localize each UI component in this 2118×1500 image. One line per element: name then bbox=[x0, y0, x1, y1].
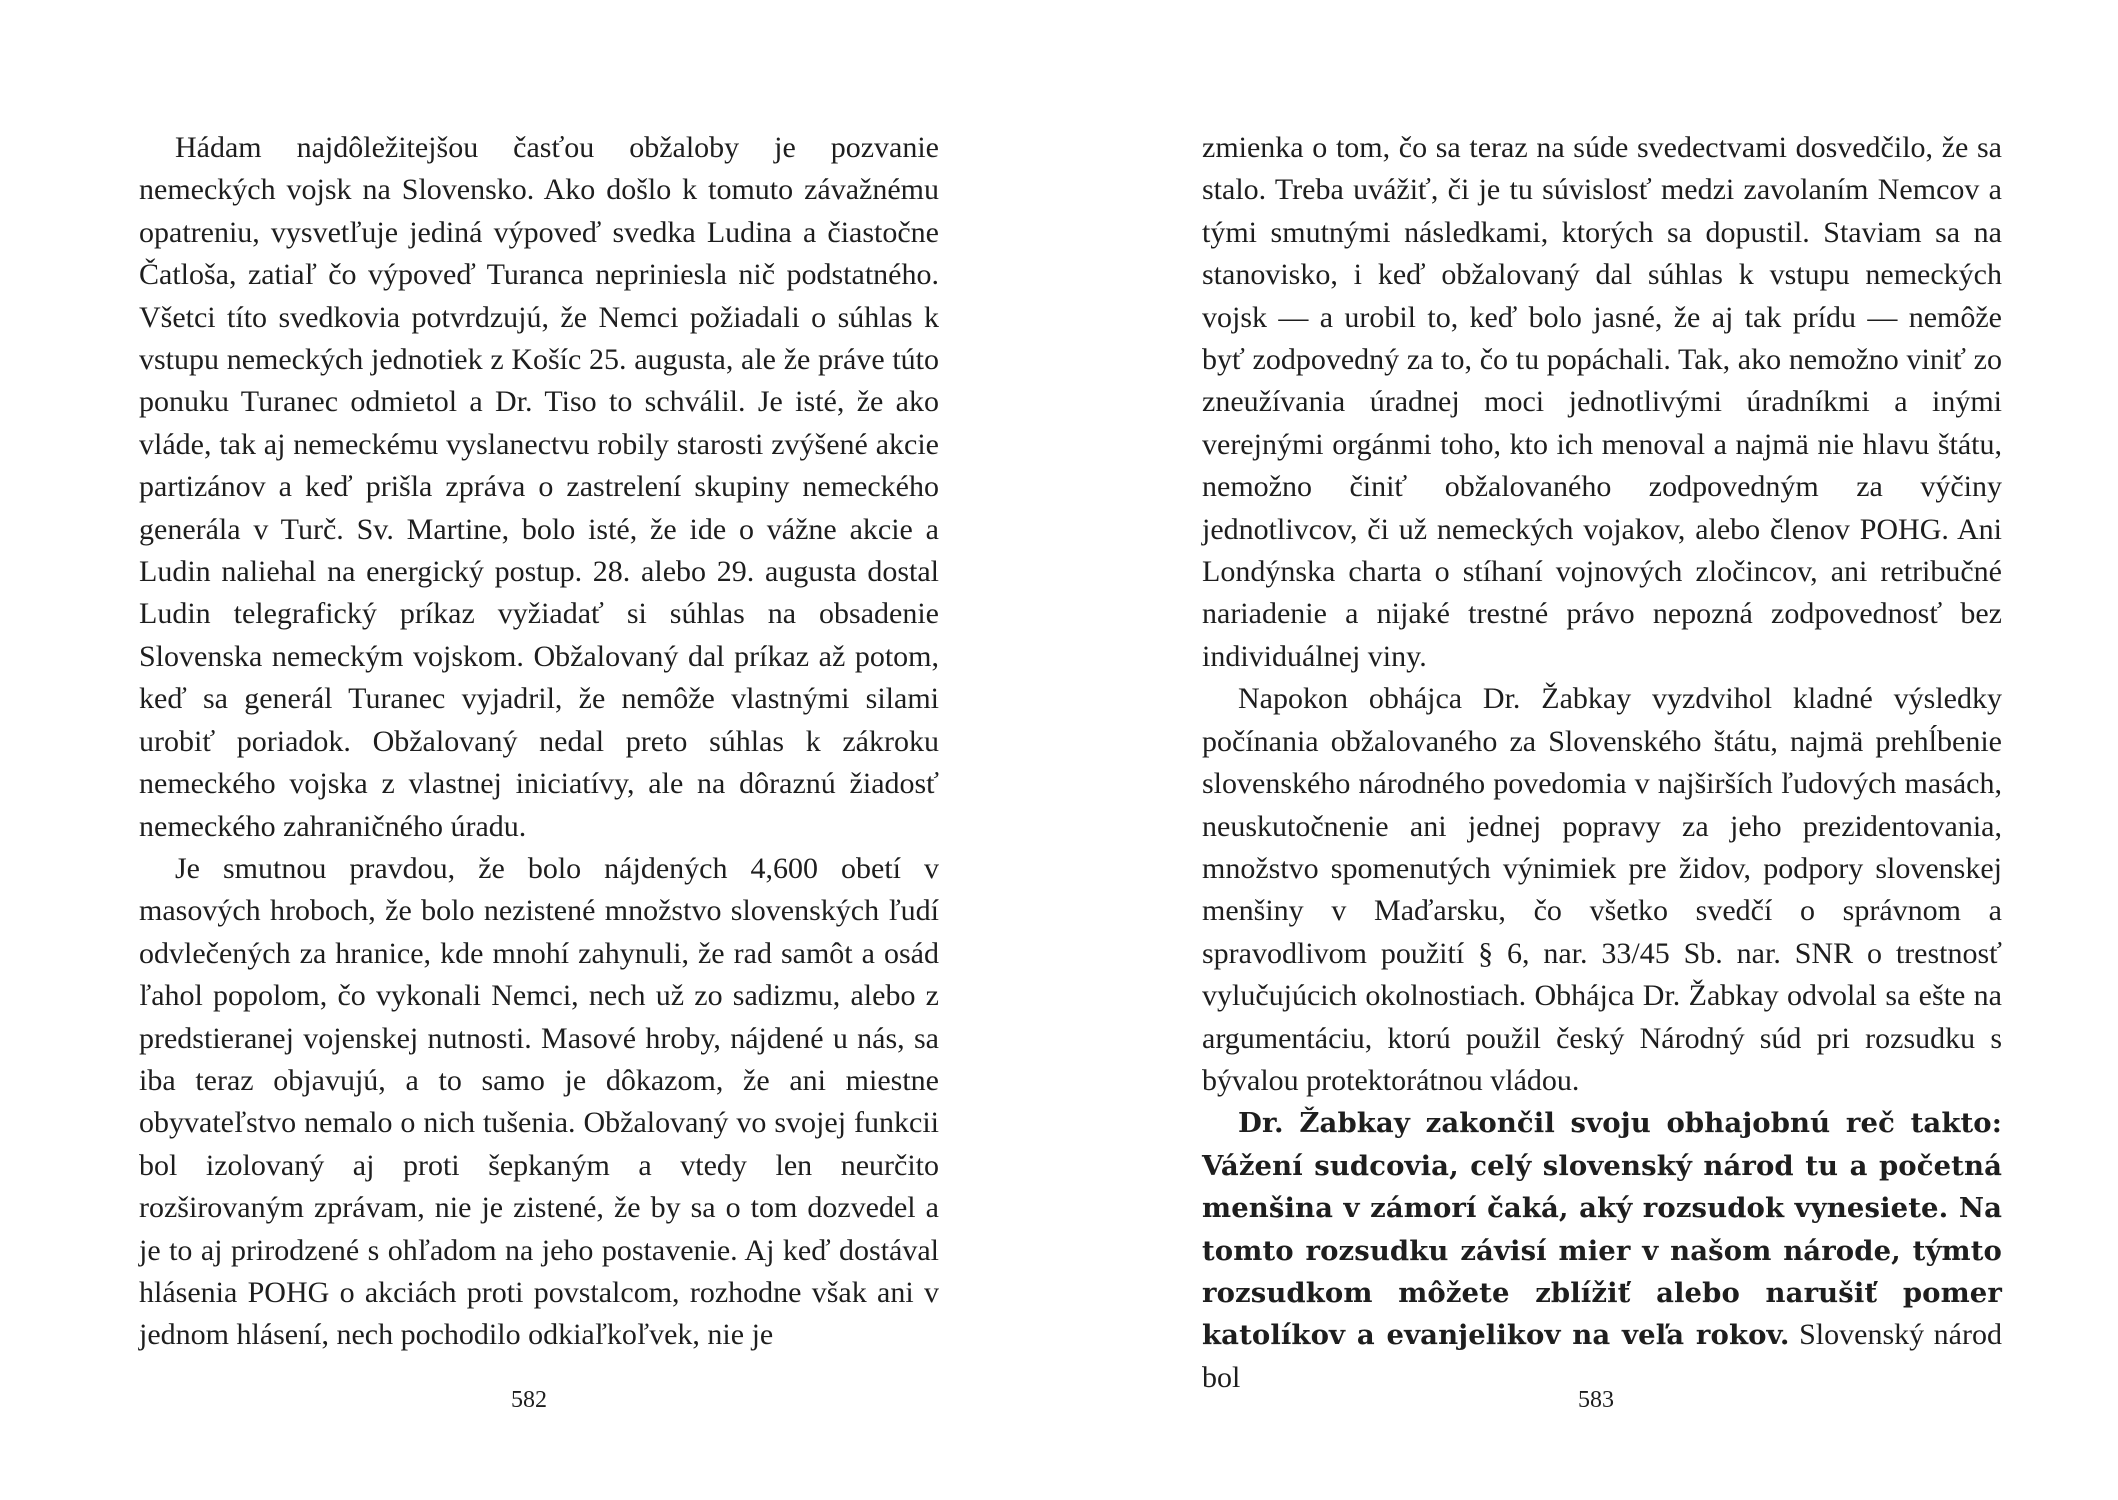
left-page-body bbox=[139, 127, 939, 1402]
left-paragraph-2: Je smutnou pravdou, že bolo nájdených 4,600 obetí v masových hroboch, že bolo nezistené množstvo slovenských ľudí odvlečených za hranice, kde mnohí zahynuli, že rad samôt a osád ľahol popolom, čo vykonali Nemci, nech už zo sadizmu, alebo z predstieranej vojenskej nutnosti. Masové hroby, nájdené u nás, sa iba teraz objavujú, a to samo je dôkazom, že ani miestne obyvateľstvo nemalo o nich tušenia. Obžalovaný vo svojej funkcii bol izolovaný aj proti šepkaným a vtedy len neurčito rozširovaným zprávam, nie je zistené, že by sa o tom dozvedel a je to aj prirodzené s ohľadom na jeho postavenie. Aj keď dostával hlásenia POHG o akciách proti povstalcom, rozhodne však ani v jednom hlásení, nech pochodilo odkiaľkoľvek, nie je bbox=[139, 851, 939, 1352]
left-paragraph-1: Hádam najdôležitejšou časťou obžaloby je pozvanie nemeckých vojsk na Slovensko. Ako došlo k tomuto závažnému opatreniu, vysvetľuje jediná výpoveď svedka Ludina a čiastočne Čatloša, zatiaľ čo výpoveď Turanca nepriniesla nič podstatného. Všetci títo svedkovia potvrdzujú, že Nemci požiadali o súhlas k vstupu nemeckých jednotiek z Košíc 25. augusta, ale že práve túto ponuku Turanec odmietol a Dr. Tiso to schválil. Je isté, že ako vláde, tak aj nemeckému vyslanectvu robily starosti zvýšené akcie partizánov a keď prišla zpráva o zastrelení skupiny nemeckého generála v Turč. Sv. Martine, bolo isté, že ide o vážne akcie a Ludin naliehal na energický postup. 28. alebo 29. augusta dostal Ludin telegrafický príkaz vyžiadať si súhlas na obsadenie Slovenska nemeckým vojskom. Obžalovaný dal príkaz až potom, keď sa generál Turanec vyjadril, že nemôže vlastnými silami urobiť poriadok. Obžalovaný nedal preto súhlas k zákroku nemeckého vojska z vlastnej iniciatívy, ale na dôraznú žiadosť nemeckého zahraničného úradu. bbox=[139, 131, 939, 843]
right-paragraph-3 bbox=[1202, 1102, 2002, 1399]
left-page-number: 582 bbox=[511, 1387, 547, 1413]
right-page-body bbox=[1202, 127, 2002, 1402]
right-paragraph-1: zmienka o tom, čo sa teraz na súde svedectvami dosvedčilo, že sa stalo. Treba uvážiť, či je tu súvislosť medzi zavolaním Nemcov a tými smutnými následkami, ktorých sa dopustil. Staviam sa na stanovisko, i keď obžalovaný dal súhlas k vstupu nemeckých vojsk — a urobil to, keď bolo jasné, že aj tak prídu — nemôže byť zodpovedný za to, čo tu popáchali. Tak, ako nemožno viniť zo zneužívania úradnej moci jednotlivými úradníkmi a inými verejnými orgánmi toho, kto ich menoval a najmä nie hlavu štátu, nemožno činiť obžalovaného zodpovedným za výčiny jednotlivcov, či už nemeckých vojakov, alebo členov POHG. Ani Londýnska charta o stíhaní vojnových zločincov, ani retribučné nariadenie a nijaké trestné právo nepozná zodpovednosť bez individuálnej viny. bbox=[1202, 131, 2002, 673]
right-paragraph-2: Napokon obhájca Dr. Žabkay vyzdvihol kladné výsledky počínania obžalovaného za Slovenského štátu, najmä prehĺbenie slovenského národného povedomia v najširších ľudových masách, neuskutočnenie ani jednej popravy za jeho prezidentovania, množstvo spomenutých výnimiek pre židov, podpory slovenskej menšiny v Maďarsku, čo všetko svedčí o správnom a spravodlivom použití § 6, nar. 33/45 Sb. nar. SNR o trestnosť vylučujúcich okolnostiach. Obhájca Dr. Žabkay odvolal sa ešte na argumentáciu, ktorú použil český Národný súd pri rozsudku s bývalou protektorátnou vládou. bbox=[1202, 682, 2002, 1097]
right-page bbox=[1202, 127, 2002, 1402]
right-page-number: 583 bbox=[1578, 1387, 1614, 1413]
left-page bbox=[139, 127, 939, 1402]
closing-speech-bold-text: Dr. Žabkay zakončil svoju obhajobnú reč takto: Vážení sudcovia, celý slovenský národ tu a početná menšina v zámorí čaká, aký rozsudok vynesiete. Na tomto rozsudku závisí mier v našom národe, týmto rozsudkom môžete zblížiť alebo narušiť pomer katolíkov a evanjelikov na veľa rokov. bbox=[1202, 1107, 2002, 1352]
closing-speech-regular-text: Slovenský národ bol bbox=[1202, 1318, 2002, 1394]
